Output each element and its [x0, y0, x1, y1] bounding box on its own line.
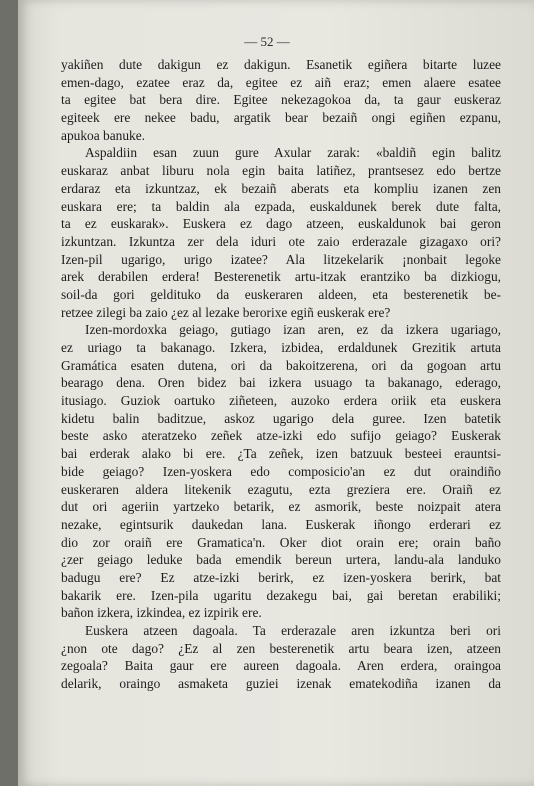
- text-line: izkuntzan. Izkuntza zer dela iduri ote zaio erderazale gizagaxo ori?: [61, 233, 501, 249]
- text-line: delarik, oraingo asmaketa guziei izenak ematekodiña izanen da: [61, 676, 501, 692]
- text-line: bakarik ere. Izen-pila ugaritu dezakegu bai, gai beretan erabiliki;: [61, 587, 501, 603]
- text-line: erdaraz eta izkuntzaz, ek bezaiñ aberats eta kompliu izanen zen: [61, 180, 501, 196]
- text-line: Euskera atzeen dagoala. Ta erderazale aren izkuntza beri ori: [85, 623, 501, 638]
- text-line: ¿zer geiago leduke bada emendik bereun urtera, landu-ala landuko: [61, 552, 501, 568]
- text-line: Izen-mordoxka geiago, gutiago izan aren, ez da izkera ugariago,: [85, 322, 501, 338]
- text-line: bai erderak alako bi ere. ¿Ta zeñek, izen batzuuk besteei erauntsi-: [61, 446, 501, 462]
- text-line: nezake, egintsurik daukedan lana. Euskerak iñongo erderari ez: [61, 516, 501, 532]
- body-text: [61, 56, 501, 693]
- text-line: itusiago. Guziok oartuko ziñeteen, auzoko erdera oriik eta euskera: [61, 393, 501, 409]
- text-line: Gramática esaten dutena, ori da bakoitzerena, ori da gogoan artu: [61, 357, 501, 373]
- text-line: badugu ere? Ez atze-izki berirk, ez izen-yoskera berirk, bat: [61, 569, 501, 585]
- text-line: ta ez euskarak». Euskera ez dago atzeen, euskaldunok bai geron: [61, 216, 501, 232]
- text-line: dio zor oraiñ ere Gramatica'n. Oker diot orain ere; orain baño: [61, 534, 501, 550]
- text-line: egiteek ere nekee badu, argatik bear bezaiñ ongi egiñen ezpanu,: [61, 110, 501, 126]
- text-line: zegoala? Baita gaur ere aureen dagoala. Aren erdera, oraingoa: [61, 658, 501, 674]
- text-line: euskaraz anbat liburu nola egin baita latiñez, prantsesez edo bertze: [61, 163, 501, 179]
- text-line: arek derabilen erdera! Besterenetik artu-itzak erantziko ba dizkiogu,: [61, 269, 501, 285]
- text-line: Aspaldiin esan zuun gure Axular zarak: «baldiñ egin balitz: [85, 145, 501, 161]
- text-line: bearago dena. Oren bidez bai izkera usuago ta bakanago, ederago,: [61, 375, 501, 391]
- text-line: emen-dago, ezatee eraz da, egitee ez aiñ eraz; emen alaere esatee: [61, 74, 501, 90]
- text-line: dut ori ageriin yartzeko betarik, ez asmorik, beste noizpait atera: [61, 499, 501, 515]
- page-number: — 52 —: [244, 34, 290, 49]
- text-line: yakiñen dute dakigun ez dakigun. Esanetik egiñera bitarte luzee: [61, 57, 501, 72]
- text-line: bañon izkera, izkindea, ez izpirik ere.: [61, 605, 262, 621]
- text-line: ¿non ote dago? ¿Ez al zen besterenetik artu beara izen, atzeen: [61, 640, 501, 656]
- text-line: ta egitee bat bera dire. Egitee nekezagokoa da, ta gaur euskeraz: [61, 92, 501, 108]
- text-line: Izen-pil ugarigo, urigo izatee? Ala litzekelarik ¡nonbait legoke: [61, 251, 501, 267]
- text-line: bide geiago? Izen-yoskera edo composicio'an ez dut oraindiño: [61, 463, 501, 479]
- text-line: euskara ere; ta baldin ala ezpada, euskaldunek berek dute falta,: [61, 198, 501, 214]
- text-line: euskeraren aldera litekenik ezagutu, ezta greziera ere. Oraiñ ez: [61, 481, 501, 497]
- text-line: kidetu balin baditzue, askoz ugarigo dela guree. Izen batetik: [61, 410, 501, 426]
- text-line: ez uriago ta bakanago. Izkera, izbidea, erdaldunek Grezitik artuta: [61, 340, 501, 355]
- text-line: apukoa banuke.: [61, 127, 146, 143]
- text-line: retzee zilegi ba zaio ¿ez al lezake berorixe egiñ euskerak ere?: [61, 304, 391, 320]
- text-line: beste asko ateratzeko zeñek atze-izki edo sufijo geiago? Euskerak: [61, 428, 501, 444]
- text-line: soil-da gori geldituko da euskeraren aldeen, eta besterenetik be-: [61, 286, 501, 302]
